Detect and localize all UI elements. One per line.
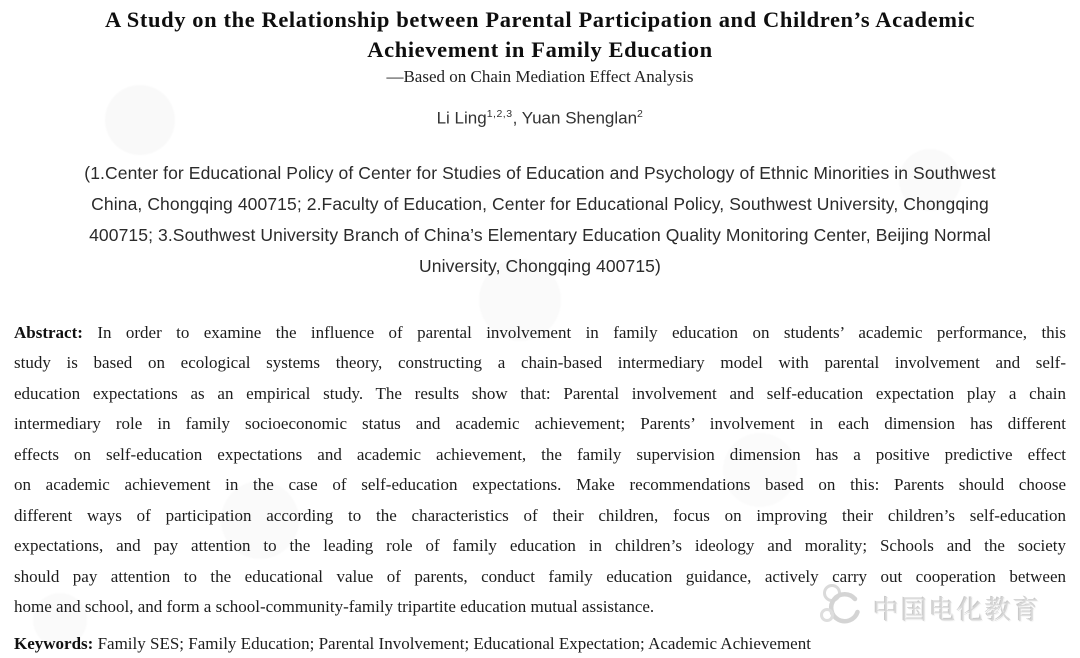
title-line-2: Achievement in Family Education — [367, 37, 713, 62]
abstract-line: home and school, and form a school-community-family tripartite education mutual assistance. — [14, 597, 655, 617]
abstract-paragraph — [14, 318, 1066, 623]
abstract-line: education expectations as an empirical study. The results show that: Parental involvement and self-education expectation play a chain — [14, 383, 1066, 403]
affiliation-line: 400715; 3.Southwest University Branch of China’s Elementary Education Quality Monitoring Center, Beijing Normal — [89, 224, 991, 245]
title-line-1: A Study on the Relationship between Parental Participation and Children’s Academic — [104, 7, 976, 32]
keywords-line — [14, 630, 1066, 658]
affiliation-line: University, Chongqing 400715) — [419, 255, 661, 276]
author-2-superscript: 2 — [637, 108, 644, 120]
abstract-line: effects on self-education expectations and academic achievement, the family supervision dimension has a positive predictive effect — [14, 444, 1066, 464]
keywords-text: Family SES; Family Education; Parental Involvement; Educational Expectation; Academic Achievement — [97, 633, 811, 653]
keywords-label: Keywords: — [14, 633, 94, 653]
abstract-line — [14, 318, 1066, 349]
authors-line — [14, 102, 1066, 131]
abstract-line: expectations, and pay attention to the leading role of family education in children’s ideology and morality; Schools and the society — [14, 536, 1066, 556]
author-name-2: Yuan Shenglan — [521, 108, 638, 128]
author-name-1: Li Ling — [436, 108, 487, 128]
author-separator: , — [512, 108, 522, 128]
affiliation-line: China, Chongqing 400715; 2.Faculty of Education, Center for Educational Policy, Southwest University, Chongqing — [91, 193, 989, 214]
author-1-superscript: 1,2,3 — [486, 108, 513, 120]
abstract-line: intermediary role in family socioeconomic status and academic achievement; Parents’ involvement in each dimension has different — [14, 414, 1066, 434]
publisher-watermark-text: 中国电化教育 — [873, 595, 1042, 625]
abstract-line: study is based on ecological systems theory, constructing a chain-based intermediary model with parental involvement and self- — [14, 353, 1066, 373]
paper-subtitle: —Based on Chain Mediation Effect Analysis — [386, 67, 694, 86]
paper-title — [14, 5, 1066, 65]
affiliation-block — [14, 158, 1066, 282]
abstract-label: Abstract: — [14, 322, 83, 342]
abstract-line: different ways of participation according to the characteristics of their children, focus on improving their children’s self-education — [14, 505, 1066, 525]
abstract-line: should pay attention to the educational value of parents, conduct family education guidance, actively carry out cooperation between — [14, 566, 1066, 586]
abstract-line-text: In order to examine the influence of parental involvement in family education on students’ academic performance, this — [97, 322, 1067, 342]
affiliation-line: (1.Center for Educational Policy of Center for Studies of Education and Psychology of Ethnic Minorities in Southwest — [84, 162, 996, 183]
abstract-line: on academic achievement in the case of self-education expectations. Make recommendations based on this: Parents should choose — [14, 475, 1066, 495]
